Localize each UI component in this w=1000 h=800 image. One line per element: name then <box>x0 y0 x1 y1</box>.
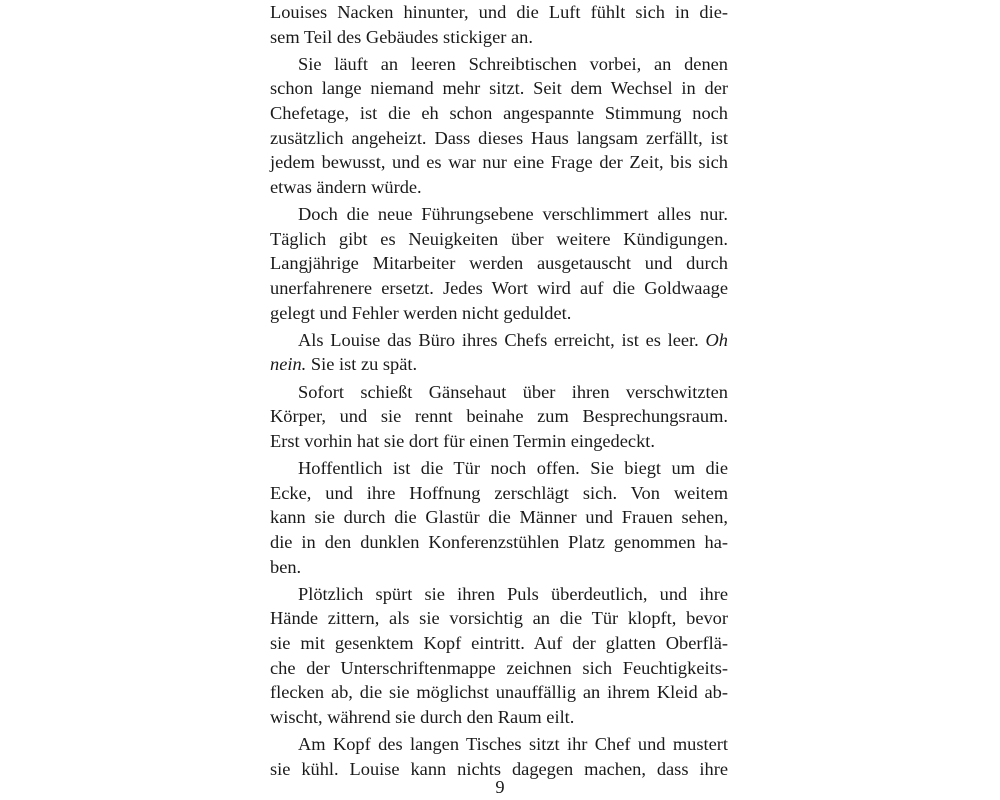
text-line: Hände zittern, als sie vorsichtig an die Tür klopft, bevor <box>270 608 728 629</box>
text-line: ben. <box>270 556 302 577</box>
text-line: Doch die neue Führungsebene verschlimmert alles nur. <box>298 204 728 225</box>
text-line: Hoffentlich ist die Tür noch offen. Sie biegt um die <box>298 458 728 479</box>
text-line: Erst vorhin hat sie dort für einen Termin eingedeckt. <box>270 430 655 451</box>
paragraph <box>270 0 728 49</box>
text-line: zusätzlich angeheizt. Dass dieses Haus langsam zerfällt, ist <box>270 127 728 148</box>
text-line: schon lange niemand mehr sitzt. Seit dem Wechsel in der <box>270 78 728 99</box>
text-line: flecken ab, die sie möglichst unauffällig an ihrem Kleid ab- <box>270 682 728 703</box>
body-text <box>270 0 728 784</box>
italic-text: nein. <box>270 354 307 375</box>
page-number: 9 <box>495 777 505 797</box>
text-line: Plötzlich spürt sie ihren Puls überdeutlich, und ihre <box>298 583 728 604</box>
paragraph <box>270 380 728 454</box>
text-line: Sofort schießt Gänsehaut über ihren verschwitzten <box>298 381 728 402</box>
text-line: die in den dunklen Konferenzstühlen Platz genommen ha- <box>270 531 728 552</box>
paragraph <box>270 328 728 377</box>
text-line: jedem bewusst, und es war nur eine Frage der Zeit, bis sich <box>270 152 728 173</box>
text-line: Täglich gibt es Neuigkeiten über weitere Kündigungen. <box>270 228 728 249</box>
text-line: sem Teil des Gebäudes stickiger an. <box>270 26 533 47</box>
text-line: kann sie durch die Glastür die Männer und Frauen sehen, <box>270 507 728 528</box>
text-line: Chefetage, ist die eh schon angespannte Stimmung noch <box>270 103 728 124</box>
text-line: unerfahrenere ersetzt. Jedes Wort wird auf die Goldwaage <box>270 277 728 298</box>
paragraph <box>270 202 728 325</box>
text-line: Sie läuft an leeren Schreibtischen vorbei, an denen <box>298 53 728 74</box>
text-line: sie kühl. Louise kann nichts dagegen machen, dass ihre <box>270 758 728 779</box>
line-text: Sie ist zu spät. <box>310 354 418 375</box>
paragraph <box>270 456 728 579</box>
text-line: Ecke, und ihre Hoffnung zerschlägt sich. Von weitem <box>270 482 728 503</box>
text-line <box>270 328 728 353</box>
text-line: Langjährige Mitarbeiter werden ausgetauscht und durch <box>270 253 728 274</box>
paragraph <box>270 52 728 200</box>
text-line: Louises Nacken hinunter, und die Luft fühlt sich in die- <box>270 2 728 22</box>
text-line: Körper, und sie rennt beinahe zum Besprechungsraum. <box>270 406 728 427</box>
text-line: gelegt und Fehler werden nicht geduldet. <box>270 302 572 323</box>
text-line: sie mit gesenktem Kopf eintritt. Auf der glatten Oberflä- <box>270 632 728 653</box>
line-text: Als Louise das Büro ihres Chefs erreicht, ist es leer. <box>298 329 699 350</box>
text-line: wischt, während sie durch den Raum eilt. <box>270 706 575 727</box>
italic-text: Oh <box>705 329 729 350</box>
text-line <box>270 352 728 377</box>
text-line: etwas ändern würde. <box>270 176 422 197</box>
text-line: Am Kopf des langen Tisches sitzt ihr Chef und mustert <box>298 734 728 755</box>
text-line: che der Unterschriftenmappe zeichnen sich Feuchtigkeits- <box>270 657 728 678</box>
paragraph <box>270 582 728 730</box>
paragraph <box>270 732 728 781</box>
